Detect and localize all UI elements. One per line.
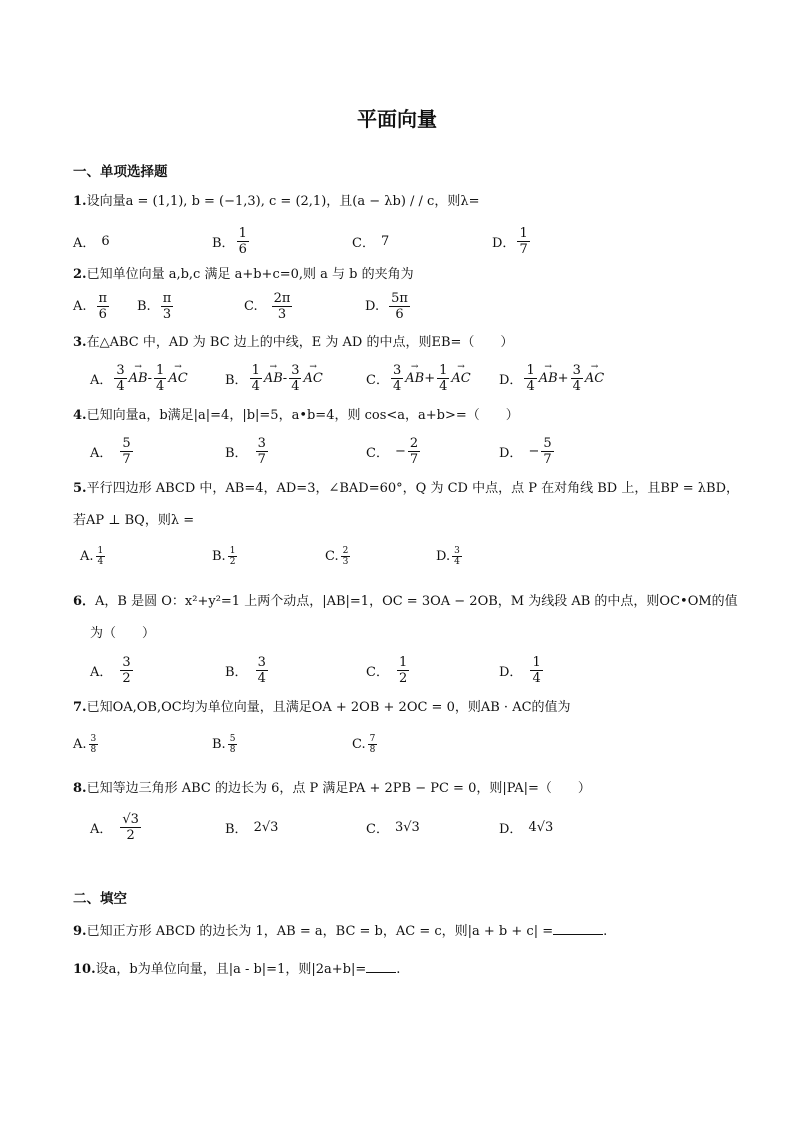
fraction xyxy=(256,436,268,467)
fraction xyxy=(228,546,238,567)
option-label: A. xyxy=(73,299,87,314)
fraction xyxy=(228,734,238,755)
fraction xyxy=(452,546,462,567)
operator: - xyxy=(282,371,288,386)
numerator: 5π xyxy=(391,291,408,306)
denominator: 6 xyxy=(98,307,107,322)
fraction xyxy=(517,226,529,257)
numerator: 2π xyxy=(273,291,291,306)
fraction xyxy=(437,363,449,394)
denominator: 4 xyxy=(572,379,581,394)
option-label: D． xyxy=(499,822,523,837)
q8-option-b[interactable] xyxy=(225,818,278,837)
fraction xyxy=(391,363,403,394)
question-text: 平行四边形 ABCD 中，AB=4，AD=3，∠BAD=60°，Q 为 CD 中点，点 P 在对角线 BD 上，且BP = λBD， xyxy=(86,481,740,496)
question-10-stem xyxy=(73,958,400,980)
question-5-stem-line2: 若AP ⊥ BQ，则λ = xyxy=(73,513,195,528)
option-label: B. xyxy=(137,299,151,314)
q5-option-c[interactable] xyxy=(325,546,352,567)
q5-option-d[interactable] xyxy=(436,546,464,567)
option-label: D． xyxy=(499,665,523,680)
numerator: 1 xyxy=(532,655,541,670)
q6-option-d[interactable] xyxy=(499,655,545,686)
operator: + xyxy=(424,371,436,386)
option-value: 3√3 xyxy=(394,820,420,835)
numerator: 5 xyxy=(122,436,131,451)
option-label: C. xyxy=(244,299,258,314)
q8-option-c[interactable] xyxy=(366,818,420,837)
denominator: 4 xyxy=(257,671,266,686)
question-6-stem-line2: 为（ ） xyxy=(90,626,156,641)
fraction xyxy=(114,363,126,394)
numerator: 3 xyxy=(122,655,131,670)
option-label: C． xyxy=(366,665,389,680)
q2-option-c[interactable] xyxy=(244,291,294,322)
option-label: D. xyxy=(436,549,451,564)
question-text: 在△ABC 中，AD 为 BC 边上的中线，E 为 AD 的中点，则EB=（ ） xyxy=(86,335,514,350)
option-label: B． xyxy=(225,822,248,837)
fraction xyxy=(154,363,166,394)
denominator: 4 xyxy=(251,379,260,394)
q7-option-b[interactable] xyxy=(212,734,239,755)
option-label: C. xyxy=(325,549,339,564)
fraction xyxy=(530,655,542,686)
option-label: B． xyxy=(225,665,248,680)
q2-option-d[interactable] xyxy=(365,291,412,322)
denominator: 2 xyxy=(398,671,408,686)
answer-blank[interactable] xyxy=(366,958,396,973)
numerator: 3 xyxy=(257,655,266,670)
q7-option-a[interactable] xyxy=(73,734,100,755)
denominator: 7 xyxy=(519,242,528,257)
numerator: 1 xyxy=(251,363,260,378)
page-title: 平面向量 xyxy=(357,107,437,131)
denominator: 3 xyxy=(162,307,172,322)
denominator: 7 xyxy=(122,452,131,467)
fraction xyxy=(272,291,293,322)
question-number: 5. xyxy=(73,481,87,496)
q4-option-a[interactable] xyxy=(90,436,135,467)
numerator: 3 xyxy=(90,734,97,744)
q6-option-b[interactable] xyxy=(225,655,270,686)
denominator: 4 xyxy=(526,379,535,394)
minus-sign: − xyxy=(394,444,406,459)
vector-ab: → AB xyxy=(405,371,424,386)
numerator: 1 xyxy=(439,363,448,378)
fraction xyxy=(97,291,110,322)
denominator: 6 xyxy=(395,307,404,322)
q6-option-c[interactable] xyxy=(366,655,411,686)
option-value: 7 xyxy=(380,234,390,249)
numerator: 2 xyxy=(409,436,419,451)
question-text: A，B 是圆 O：x²+y²=1 上两个动点，|AB|=1，OC = 3OA − 2OB，M 为线段 AB 的中点，则OC•OM的值 xyxy=(95,594,738,609)
fraction xyxy=(120,436,132,467)
q5-option-a[interactable] xyxy=(80,546,107,567)
numerator: 3 xyxy=(257,436,266,451)
q2-option-a[interactable] xyxy=(73,291,111,322)
denominator: 2 xyxy=(126,828,135,843)
denominator: 4 xyxy=(454,557,460,567)
q4-option-b[interactable] xyxy=(225,436,270,467)
q1-option-a[interactable] xyxy=(73,232,110,251)
fraction xyxy=(368,734,378,755)
fraction xyxy=(161,291,174,322)
fraction xyxy=(397,655,409,686)
option-label: A． xyxy=(90,373,113,388)
q3-option-d[interactable] xyxy=(499,363,604,394)
vector-ac: → AC xyxy=(303,371,322,386)
question-2-stem xyxy=(73,265,414,285)
question-text: 已知正方形 ABCD 的边长为 1，AB = a，BC = b，AC = c，则|a + b + c| = xyxy=(86,924,554,939)
vector-ac: → AC xyxy=(585,371,604,386)
q2-option-b[interactable] xyxy=(137,291,175,322)
option-value: 4√3 xyxy=(528,820,554,835)
option-label: B． xyxy=(225,446,248,461)
denominator: 6 xyxy=(238,242,247,257)
denominator: 4 xyxy=(116,379,125,394)
question-number: 4. xyxy=(73,408,87,423)
option-label: A． xyxy=(90,822,113,837)
q6-option-a[interactable] xyxy=(90,655,135,686)
fraction xyxy=(389,291,410,322)
denominator: 4 xyxy=(439,379,448,394)
question-8-stem xyxy=(73,779,591,799)
fraction xyxy=(120,812,141,843)
fraction xyxy=(89,734,99,755)
question-text: 已知OA,OB,OC均为单位向量，且满足OA + 2OB + 2OC = 0，则AB · AC的值为 xyxy=(86,700,571,715)
numerator: 1 xyxy=(398,655,408,670)
vector-ab: → AB xyxy=(539,371,558,386)
numerator: 3 xyxy=(116,363,125,378)
denominator: 8 xyxy=(369,745,376,755)
option-label: A． xyxy=(90,665,113,680)
question-text: 设a，b为单位向量，且|a - b|=1，则|2a+b|= xyxy=(95,962,367,977)
question-1-stem xyxy=(73,192,479,212)
option-label: C. xyxy=(352,737,366,752)
fraction xyxy=(289,363,301,394)
question-text: 设向量a = (1,1), b = (−1,3), c = (2,1)，且(a − λb) / / c，则λ= xyxy=(86,194,480,209)
denominator: 3 xyxy=(277,307,287,322)
q4-option-c[interactable] xyxy=(366,436,422,467)
question-text: 已知单位向量 a,b,c 满足 a+b+c=0,则 a 与 b 的夹角为 xyxy=(86,267,414,282)
fraction xyxy=(120,655,132,686)
denominator: 7 xyxy=(257,452,266,467)
numerator: 1 xyxy=(519,226,528,241)
numerator: 5 xyxy=(543,436,552,451)
option-value: 6 xyxy=(101,234,110,249)
numerator: π xyxy=(162,291,172,306)
q1-option-d[interactable] xyxy=(492,226,532,257)
operator: - xyxy=(147,371,153,386)
option-value: 2√3 xyxy=(253,820,279,835)
question-7-stem xyxy=(73,698,571,718)
denominator: 4 xyxy=(392,379,402,394)
vector-ac: → AC xyxy=(451,371,470,386)
denominator: 3 xyxy=(342,557,349,567)
denominator: 4 xyxy=(97,557,104,567)
question-9-stem xyxy=(73,920,607,942)
q1-option-b[interactable] xyxy=(212,226,251,257)
numerator: 2 xyxy=(342,546,349,556)
numerator: 1 xyxy=(97,546,104,556)
option-label: B. xyxy=(212,737,226,752)
option-label: D． xyxy=(499,446,523,461)
numerator: 1 xyxy=(156,363,165,378)
fraction xyxy=(524,363,536,394)
section-heading-single-choice: 一、单项选择题 xyxy=(73,164,168,180)
fraction xyxy=(408,436,420,467)
vector-ab: → AB xyxy=(129,371,148,386)
period: . xyxy=(396,962,401,977)
operator: + xyxy=(557,371,569,386)
option-label: C． xyxy=(366,373,389,388)
question-number: 2. xyxy=(73,267,87,282)
question-number: 3. xyxy=(73,335,87,350)
denominator: 4 xyxy=(532,671,541,686)
numerator: 1 xyxy=(238,226,247,241)
question-3-stem xyxy=(73,333,513,353)
denominator: 7 xyxy=(409,452,419,467)
question-number: 6． xyxy=(73,594,96,609)
option-label: B. xyxy=(212,549,226,564)
minus-sign: − xyxy=(528,444,540,459)
denominator: 8 xyxy=(229,745,236,755)
option-label: A． xyxy=(90,446,113,461)
numerator: 3 xyxy=(392,363,402,378)
q1-option-c[interactable] xyxy=(352,232,389,251)
question-number: 9. xyxy=(73,924,87,939)
section-heading-fill-in: 二、填空 xyxy=(73,891,127,907)
fraction xyxy=(571,363,583,394)
numerator: π xyxy=(98,291,108,306)
q7-option-c[interactable] xyxy=(352,734,379,755)
question-number: 7. xyxy=(73,700,87,715)
denominator: 2 xyxy=(229,557,236,567)
option-label: D. xyxy=(365,299,380,314)
numerator: 3 xyxy=(572,363,581,378)
q3-option-a[interactable] xyxy=(90,363,188,394)
answer-blank[interactable] xyxy=(553,920,603,935)
denominator: 8 xyxy=(90,745,97,755)
question-number: 10. xyxy=(73,962,96,977)
option-label: A. xyxy=(80,549,94,564)
question-6-stem-line1 xyxy=(73,592,738,612)
numerator: 5 xyxy=(229,734,236,744)
option-label: D． xyxy=(499,373,523,388)
numerator: 1 xyxy=(229,546,236,556)
denominator: 4 xyxy=(291,379,300,394)
option-label: C． xyxy=(352,236,375,251)
denominator: 7 xyxy=(543,452,552,467)
option-label: D． xyxy=(492,236,516,251)
numerator: 7 xyxy=(369,734,376,744)
fraction xyxy=(237,226,249,257)
fraction xyxy=(541,436,553,467)
denominator: 4 xyxy=(156,379,165,394)
q3-option-c[interactable] xyxy=(366,363,471,394)
question-text: 已知等边三角形 ABC 的边长为 6，点 P 满足PA + 2PB − PC = 0，则|PA|=（ ） xyxy=(86,781,591,796)
option-label: C． xyxy=(366,822,389,837)
fraction xyxy=(341,546,351,567)
fraction xyxy=(256,655,268,686)
question-5-stem-line1 xyxy=(73,479,739,499)
vector-ab: → AB xyxy=(264,371,283,386)
question-4-stem xyxy=(73,406,519,426)
q5-option-b[interactable] xyxy=(212,546,239,567)
numerator: 1 xyxy=(526,363,535,378)
fraction xyxy=(250,363,262,394)
numerator: √3 xyxy=(122,812,139,827)
denominator: 2 xyxy=(122,671,131,686)
q8-option-a[interactable] xyxy=(90,812,143,843)
q3-option-b[interactable] xyxy=(225,363,323,394)
q8-option-d[interactable] xyxy=(499,818,553,837)
option-label: B． xyxy=(212,236,235,251)
numerator: 3 xyxy=(454,546,460,556)
option-label: B． xyxy=(225,373,248,388)
numerator: 3 xyxy=(291,363,300,378)
option-label: C． xyxy=(366,446,389,461)
question-text: 已知向量a，b满足|a|=4，|b|=5，a•b=4，则 cos<a，a+b>=（ ） xyxy=(86,408,519,423)
q4-option-d[interactable] xyxy=(499,436,556,467)
option-label: A． xyxy=(73,236,96,251)
period: . xyxy=(603,924,608,939)
fraction xyxy=(96,546,106,567)
option-label: A. xyxy=(73,737,87,752)
question-number: 1. xyxy=(73,194,87,209)
vector-ac: → AC xyxy=(168,371,187,386)
question-number: 8. xyxy=(73,781,87,796)
